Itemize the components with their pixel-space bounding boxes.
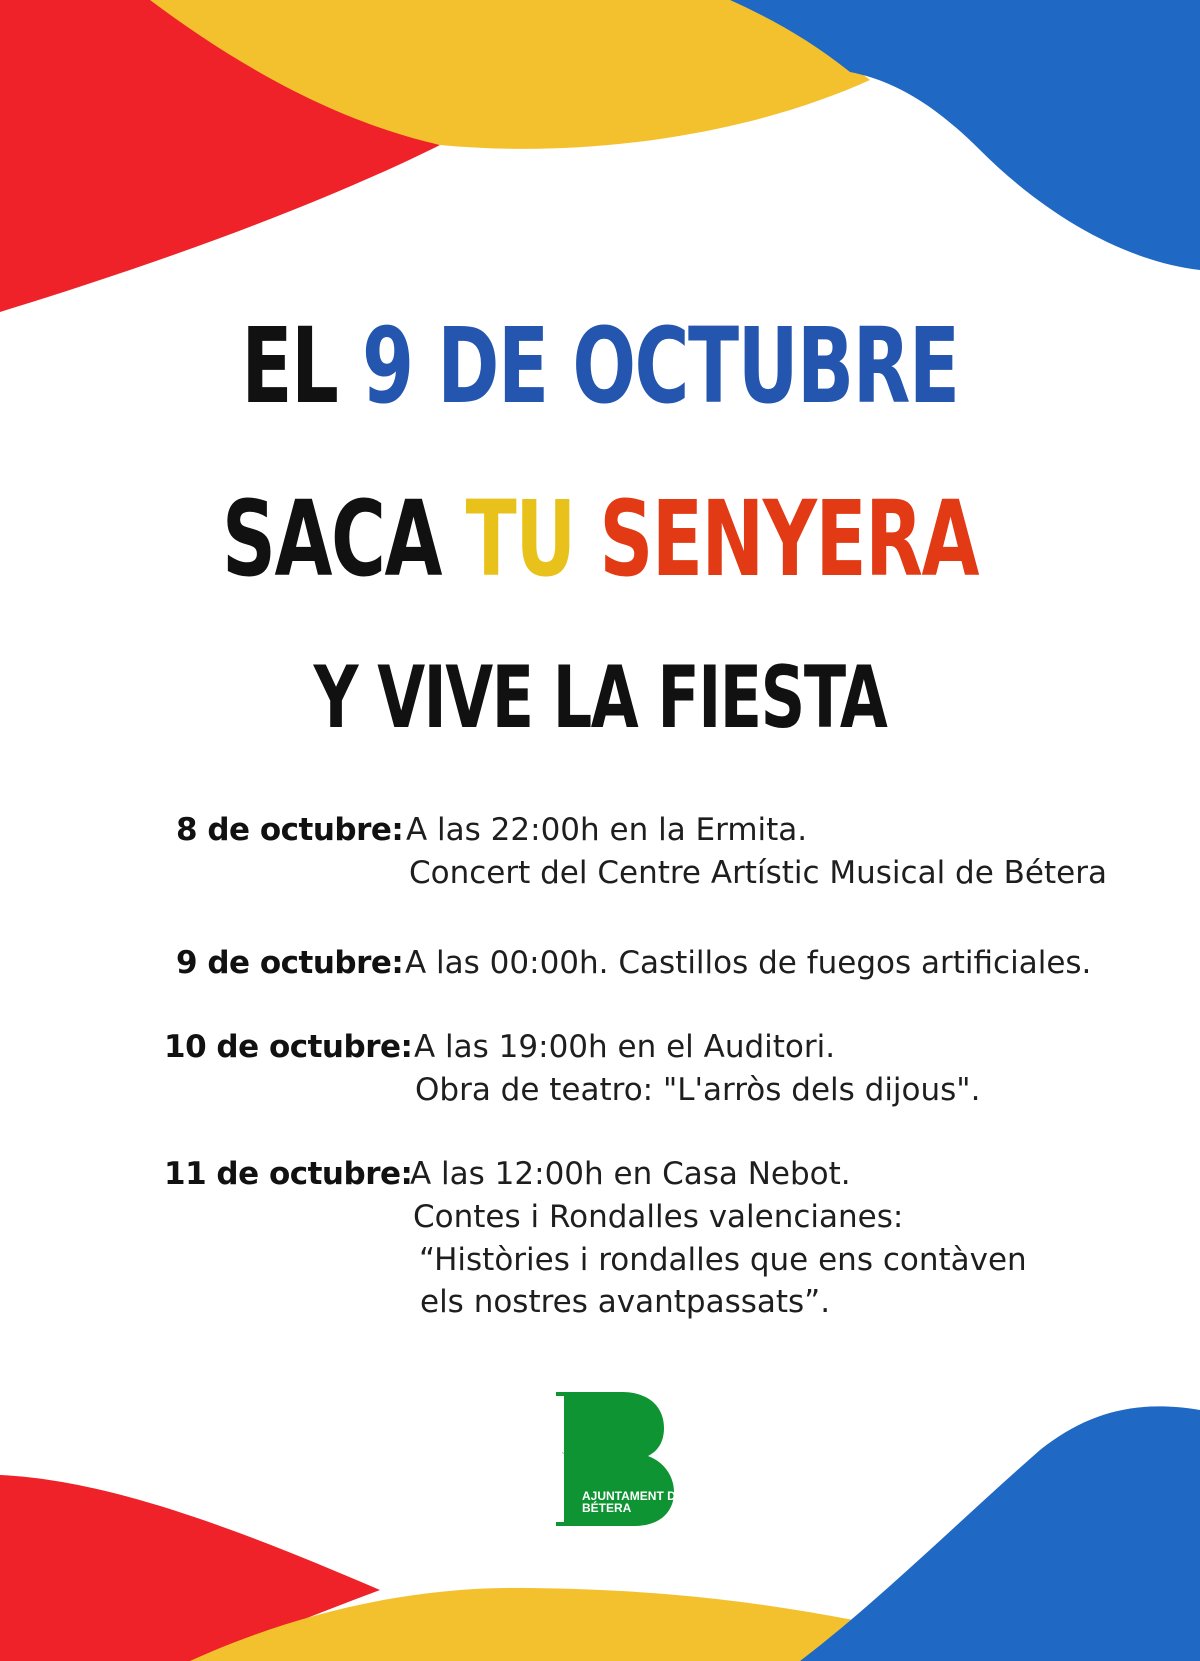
event-line: Contes i Rondalles valencianes:: [413, 1199, 904, 1235]
event-date: 8 de octubre:: [176, 812, 404, 848]
headline-line-3: [168, 648, 1032, 748]
headline-el: EL: [241, 305, 338, 427]
headline-line-1: [168, 305, 1032, 427]
event-date: 10 de octubre:: [164, 1029, 413, 1065]
logo-text-line-1: AJUNTAMENT DE: [582, 1489, 684, 1503]
event-line: “Històries i rondalles que ens contàven: [419, 1242, 1027, 1278]
event-line: A las 22:00h en la Ermita.: [406, 812, 808, 848]
event-date: 9 de octubre:: [176, 945, 404, 981]
headline-saca: SACA: [222, 478, 442, 600]
event-line: A las 19:00h en el Auditori.: [414, 1029, 836, 1065]
headline-vive: Y VIVE LA FIESTA: [313, 648, 887, 748]
event-date: 11 de octubre:: [164, 1156, 413, 1192]
event-line: A las 12:00h en Casa Nebot.: [410, 1156, 851, 1192]
bottom-blue-wave: [800, 1406, 1200, 1661]
ajuntament-betera-logo: [552, 1388, 682, 1528]
logo-vertical-text: AJUNTAMENT DE BÉTERA: [564, 1431, 571, 1522]
logo-text-line-2: BÉTERA: [582, 1501, 632, 1515]
headline-tu: TU: [465, 478, 575, 600]
event-line: els nostres avantpassats”.: [420, 1284, 831, 1320]
headline-date: 9 DE OCTUBRE: [361, 305, 959, 427]
event-line: Concert del Centre Artístic Musical de Bétera: [409, 855, 1107, 891]
event-line: Obra de teatro: "L'arròs dels dijous".: [415, 1072, 981, 1108]
event-line: A las 00:00h. Castillos de fuegos artificiales.: [405, 945, 1092, 981]
headline-line-2: [168, 478, 1032, 600]
headline-senyera: SENYERA: [599, 478, 978, 600]
